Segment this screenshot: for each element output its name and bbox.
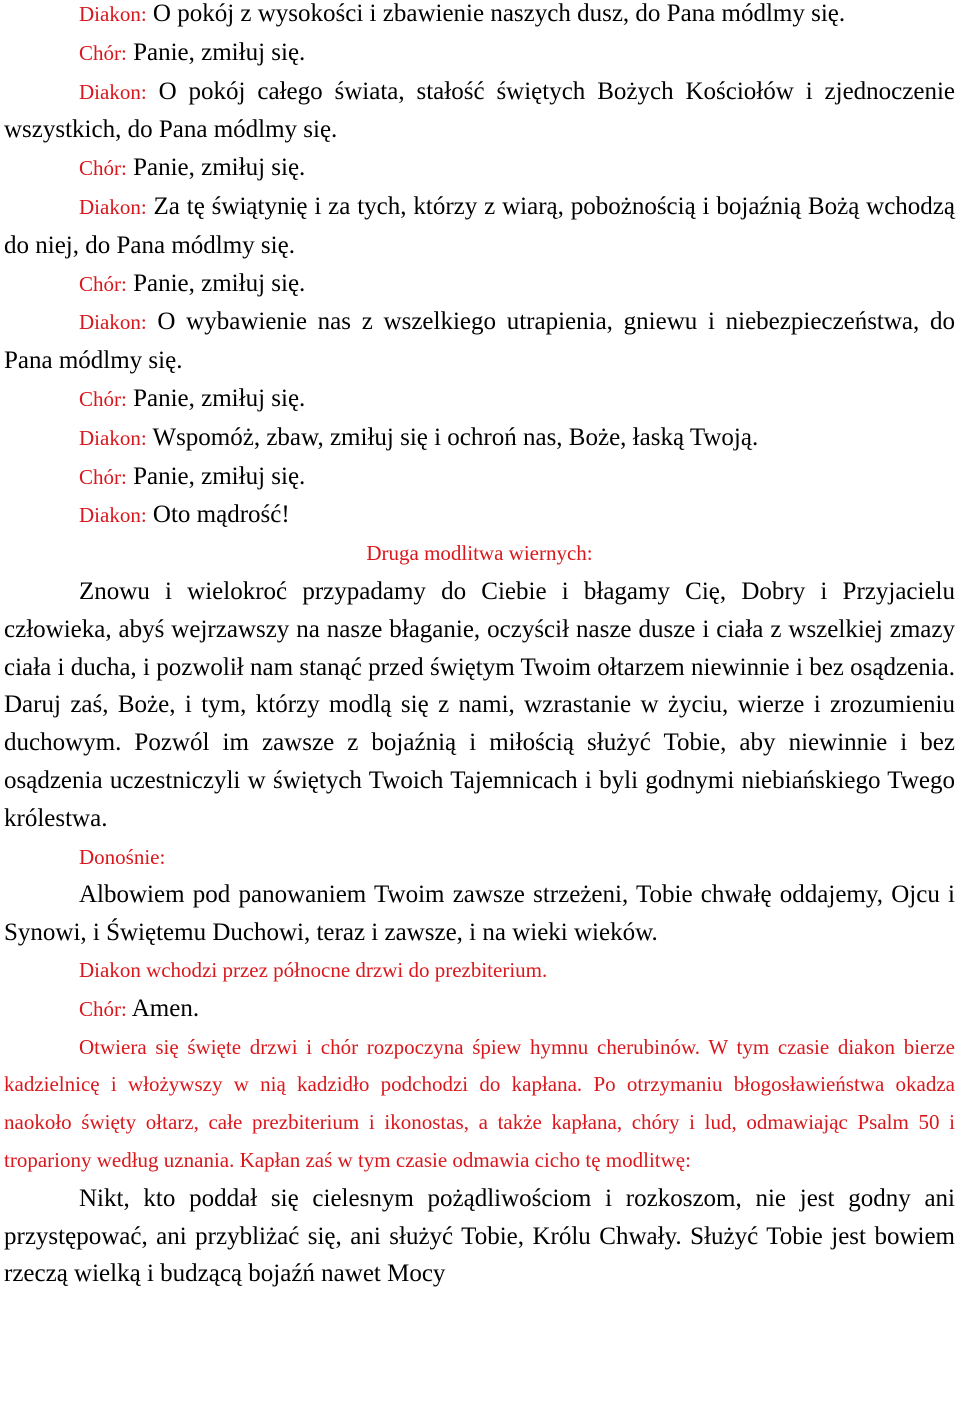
speaker-label: Chór:	[79, 271, 127, 296]
speaker-label: Chór:	[79, 996, 127, 1021]
second-prayer-text: Znowu i wielokroć przypadamy do Ciebie i błagamy Cię, Dobry i Przyjacielu człowieka, abyś wejrzawszy na nasze błaganie, oczyścił nasze dusze i ciała z wszelkiej zmazy ciała i ducha, i pozwolił nam stanąć przed świętym Twoim ołtarzem niewinnie i bez osądzenia. Daruj zaś, Boże, i tym, którzy modlą się z nami, wzrastanie w życiu, wierze i zrozumieniu duchowym. Pozwól im zawsze z bojaźnią i miłością służyć Tobie, aby niewinnie i bez osądzenia uczestniczyli w świętych Twoich Tajemnicach i byli godnymi niebiańskiego Twego królestwa.	[4, 577, 955, 832]
litany-line-6	[4, 265, 955, 304]
speaker-label: Chór:	[79, 156, 127, 181]
speaker-label: Diakon:	[79, 425, 147, 450]
speaker-label: Chór:	[79, 386, 127, 411]
litany-line-8	[4, 380, 955, 419]
litany-line-9	[4, 419, 955, 458]
litany-text: O pokój z wysokości i zbawienie naszych dusz, do Pana módlmy się.	[152, 0, 846, 27]
speaker-label: Diakon:	[79, 310, 147, 335]
ecphonesis-label: Donośnie:	[79, 844, 166, 869]
prayer-nikt: Nikt, kto poddał się cielesnym pożądliwościom i rozkoszom, nie jest godny ani przystępować, ani przybliżać się, ani służyć Tobie, Królu Chwały. Służyć Tobie jest bowiem rzeczą wielką i budzącą bojaźń nawet Mocy	[4, 1184, 955, 1288]
litany-text: Panie, zmiłuj się.	[133, 269, 306, 297]
litany-text: Oto mądrość!	[152, 501, 290, 529]
rubric-north-door: Diakon wchodzi przez północne drzwi do prezbiterium.	[79, 957, 548, 982]
litany-line-5	[4, 188, 955, 265]
litany-line-11	[4, 496, 955, 535]
document-page	[4, 0, 955, 1293]
speaker-label: Diakon:	[79, 503, 147, 528]
litany-text: Panie, zmiłuj się.	[133, 154, 306, 182]
ecphonesis-label-line	[4, 838, 955, 877]
litany-text: Wspomóż, zbaw, zmiłuj się i ochroń nas, Boże, łaską Twoją.	[152, 423, 759, 451]
litany-line-7	[4, 303, 955, 380]
speaker-label: Diakon:	[79, 2, 147, 26]
speaker-label: Chór:	[79, 464, 127, 489]
speaker-label: Diakon:	[79, 194, 147, 219]
litany-line-1	[4, 0, 955, 34]
litany-line-2	[4, 34, 955, 73]
second-prayer-heading: Druga modlitwa wiernych:	[366, 541, 593, 566]
litany-text: O pokój całego świata, stałość świętych Bożych Kościołów i zjednoczenie wszystkich, do Pana módlmy się.	[4, 77, 956, 144]
amen-text: Amen.	[131, 994, 200, 1022]
ecphonesis-text: Albowiem pod panowaniem Twoim zawsze strzeżeni, Tobie chwałę oddajemy, Ojcu i Synowi, i Świętemu Duchowi, teraz i zawsze, i na wieki wieków.	[4, 881, 955, 947]
litany-line-4	[4, 149, 955, 188]
litany-text: Panie, zmiłuj się.	[133, 38, 306, 66]
litany-text: Za tę świątynię i za tych, którzy z wiarą, pobożnością i bojaźnią Bożą wchodzą do niej, do Pana módlmy się.	[4, 192, 956, 259]
litany-text: O wybawienie nas z wszelkiego utrapienia, gniewu i niebezpieczeństwa, do Pana módlmy się.	[4, 308, 955, 375]
litany-line-10	[4, 458, 955, 497]
litany-text: Panie, zmiłuj się.	[133, 384, 306, 412]
rubric-cherubic-hymn: Otwiera się święte drzwi i chór rozpoczyna śpiew hymnu cherubinów. W tym czasie diakon bierze kadzielnicę i włożywszy w nią kadzidło podchodzi do kapłana. Po otrzymaniu błogosławieństwa okadza naokoło święty ołtarz, całe prezbiterium i ikonostas, a także kapłana, chóry i lud, odmawiając Psalm 50 i tropariony według uznania. Kapłan zaś w tym czasie odmawia cicho tę modlitwę:	[4, 1034, 955, 1172]
speaker-label: Chór:	[79, 40, 127, 65]
amen-line	[4, 990, 955, 1029]
litany-text: Panie, zmiłuj się.	[133, 462, 306, 490]
speaker-label: Diakon:	[79, 79, 147, 104]
litany-line-3	[4, 73, 955, 150]
